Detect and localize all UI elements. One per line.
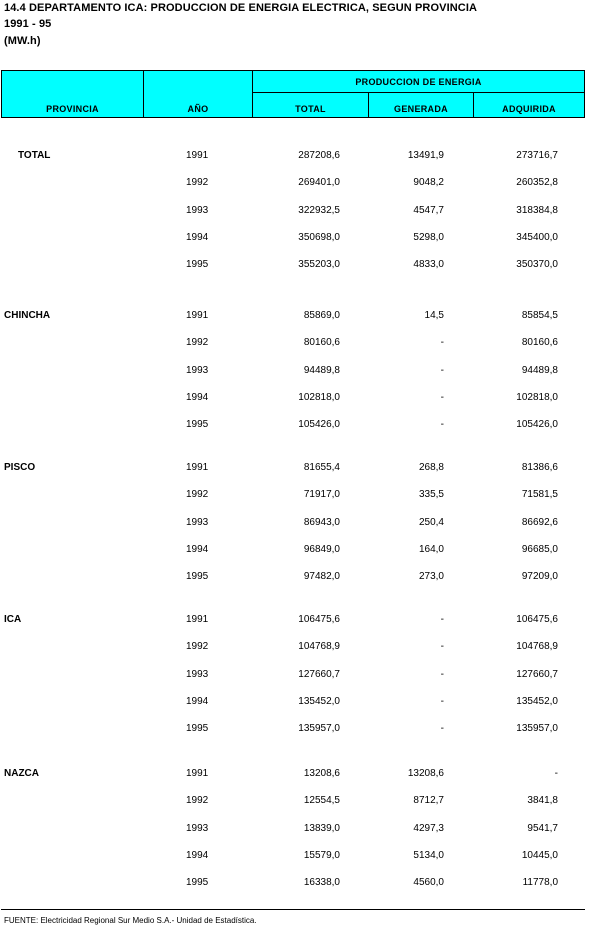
year-cell: 1991 — [186, 614, 209, 625]
adquirida-cell: 81386,6 — [521, 462, 558, 473]
total-cell: 81655,4 — [303, 462, 340, 473]
total-cell: 104768,9 — [298, 641, 340, 653]
year-cell: 1993 — [186, 204, 209, 216]
table-row — [0, 462, 598, 476]
header-anio: AÑO — [187, 104, 209, 114]
province-name: CHINCHA — [4, 310, 51, 321]
generada-cell: 5134,0 — [413, 849, 444, 861]
year-cell: 1995 — [186, 419, 209, 431]
table-row — [0, 877, 598, 891]
adquirida-cell: 260352,8 — [516, 177, 558, 189]
total-cell: 12554,5 — [303, 795, 340, 807]
generada-cell: - — [440, 641, 444, 653]
generada-cell: - — [440, 364, 444, 376]
total-cell: 80160,6 — [303, 337, 340, 349]
province-name: ICA — [4, 614, 22, 625]
footer-divider — [1, 909, 585, 910]
table-row — [0, 392, 598, 406]
generada-cell: 268,8 — [418, 462, 444, 473]
source-note: FUENTE: Electricidad Regional Sur Medio S.A.- Unidad de Estadística. — [4, 916, 257, 925]
generada-cell: - — [440, 723, 444, 735]
generada-cell: 14,5 — [424, 310, 444, 321]
generada-cell: - — [440, 337, 444, 349]
total-cell: 15579,0 — [303, 849, 340, 861]
adquirida-cell: 97209,0 — [521, 571, 558, 583]
year-cell: 1991 — [186, 462, 209, 473]
table-row — [0, 669, 598, 683]
table-row — [0, 337, 598, 351]
total-cell: 16338,0 — [303, 877, 340, 889]
adquirida-cell: 11778,0 — [522, 877, 558, 889]
year-cell: 1993 — [186, 668, 209, 680]
generada-cell: 4833,0 — [413, 259, 444, 271]
year-cell: 1991 — [186, 310, 209, 321]
total-cell: 106475,6 — [298, 614, 340, 625]
generada-cell: 5298,0 — [413, 231, 444, 243]
year-cell: 1992 — [186, 641, 209, 653]
header-provincia: PROVINCIA — [46, 104, 99, 114]
total-cell: 85869,0 — [303, 310, 340, 321]
adquirida-cell: - — [554, 768, 558, 779]
table-row — [0, 232, 598, 246]
province-name: NAZCA — [4, 768, 39, 779]
generada-cell: - — [440, 419, 444, 431]
year-cell: 1992 — [186, 177, 209, 189]
adquirida-cell: 86692,6 — [521, 516, 558, 528]
table-row — [0, 696, 598, 710]
total-cell: 135452,0 — [298, 695, 340, 707]
total-cell: 350698,0 — [298, 231, 340, 243]
year-cell: 1995 — [186, 259, 209, 271]
year-cell: 1991 — [186, 768, 209, 779]
year-cell: 1993 — [186, 516, 209, 528]
total-cell: 94489,8 — [303, 364, 340, 376]
year-cell: 1994 — [186, 391, 209, 403]
table-row — [0, 614, 598, 628]
adquirida-cell: 106475,6 — [516, 614, 558, 625]
table-row — [0, 259, 598, 273]
adquirida-cell: 105426,0 — [516, 419, 558, 431]
header-generada: GENERADA — [394, 104, 448, 114]
adquirida-cell: 102818,0 — [516, 391, 558, 403]
total-cell: 355203,0 — [298, 259, 340, 271]
table-row — [0, 177, 598, 191]
generada-cell: 4297,3 — [413, 822, 444, 834]
generada-cell: - — [440, 668, 444, 680]
year-cell: 1995 — [186, 571, 209, 583]
total-cell: 287208,6 — [298, 150, 340, 161]
table-title: 14.4 DEPARTAMENTO ICA: PRODUCCION DE ENERGIA ELECTRICA, SEGUN PROVINCIA — [4, 2, 478, 14]
header-total: TOTAL — [295, 104, 326, 114]
table-row — [0, 795, 598, 809]
adquirida-cell: 94489,8 — [521, 364, 558, 376]
generada-cell: 250,4 — [418, 516, 444, 528]
total-cell: 13839,0 — [303, 822, 340, 834]
adquirida-cell: 273716,7 — [516, 150, 558, 161]
adquirida-cell: 318384,8 — [516, 204, 558, 216]
table-row — [0, 489, 598, 503]
table-row — [0, 517, 598, 531]
total-cell: 135957,0 — [298, 723, 340, 735]
adquirida-cell: 71581,5 — [521, 489, 558, 501]
adquirida-cell: 10445,0 — [521, 849, 558, 861]
generada-cell: - — [440, 695, 444, 707]
total-cell: 102818,0 — [298, 391, 340, 403]
adquirida-cell: 345400,0 — [516, 231, 558, 243]
year-cell: 1993 — [186, 822, 209, 834]
year-cell: 1992 — [186, 795, 209, 807]
table-row — [0, 571, 598, 585]
generada-cell: 335,5 — [418, 489, 444, 501]
year-cell: 1992 — [186, 489, 209, 501]
generada-cell: 8712,7 — [413, 795, 444, 807]
year-cell: 1992 — [186, 337, 209, 349]
generada-cell: 164,0 — [418, 543, 444, 555]
total-cell: 269401,0 — [298, 177, 340, 189]
year-cell: 1994 — [186, 231, 209, 243]
year-cell: 1994 — [186, 543, 209, 555]
table-row — [0, 419, 598, 433]
total-cell: 86943,0 — [303, 516, 340, 528]
adquirida-cell: 85854,5 — [521, 310, 558, 321]
generada-cell: 4560,0 — [413, 877, 444, 889]
table-row — [0, 641, 598, 655]
generada-cell: 13208,6 — [407, 768, 444, 779]
year-cell: 1991 — [186, 150, 209, 161]
table-row — [0, 850, 598, 864]
adquirida-cell: 3841,8 — [527, 795, 558, 807]
year-cell: 1994 — [186, 695, 209, 707]
year-cell: 1995 — [186, 723, 209, 735]
table-row — [0, 823, 598, 837]
table-row — [0, 365, 598, 379]
total-cell: 105426,0 — [298, 419, 340, 431]
total-cell: 127660,7 — [298, 668, 340, 680]
adquirida-cell: 96685,0 — [521, 543, 558, 555]
year-cell: 1993 — [186, 364, 209, 376]
header-adquirida: ADQUIRIDA — [502, 104, 556, 114]
adquirida-cell: 127660,7 — [516, 668, 558, 680]
generada-cell: 13491,9 — [407, 150, 444, 161]
total-cell: 71917,0 — [303, 489, 340, 501]
total-cell: 97482,0 — [303, 571, 340, 583]
table-row — [0, 310, 598, 324]
table-unit: (MW.h) — [4, 35, 41, 47]
adquirida-cell: 9541,7 — [527, 822, 558, 834]
year-cell: 1994 — [186, 849, 209, 861]
province-name: TOTAL — [18, 150, 51, 161]
year-cell: 1995 — [186, 877, 209, 889]
generada-cell: - — [440, 391, 444, 403]
header-group: PRODUCCION DE ENERGIA — [355, 77, 482, 87]
table-row — [0, 150, 598, 164]
adquirida-cell: 80160,6 — [521, 337, 558, 349]
total-cell: 13208,6 — [303, 768, 340, 779]
generada-cell: 9048,2 — [413, 177, 444, 189]
adquirida-cell: 135957,0 — [516, 723, 558, 735]
adquirida-cell: 350370,0 — [516, 259, 558, 271]
generada-cell: - — [440, 614, 444, 625]
total-cell: 322932,5 — [298, 204, 340, 216]
table-row — [0, 768, 598, 782]
table-row — [0, 723, 598, 737]
header-divider — [252, 92, 585, 93]
table-period: 1991 - 95 — [4, 18, 52, 30]
province-name: PISCO — [4, 462, 36, 473]
adquirida-cell: 135452,0 — [516, 695, 558, 707]
adquirida-cell: 104768,9 — [516, 641, 558, 653]
generada-cell: 273,0 — [418, 571, 444, 583]
total-cell: 96849,0 — [303, 543, 340, 555]
table-row — [0, 544, 598, 558]
table-row — [0, 205, 598, 219]
generada-cell: 4547,7 — [413, 204, 444, 216]
